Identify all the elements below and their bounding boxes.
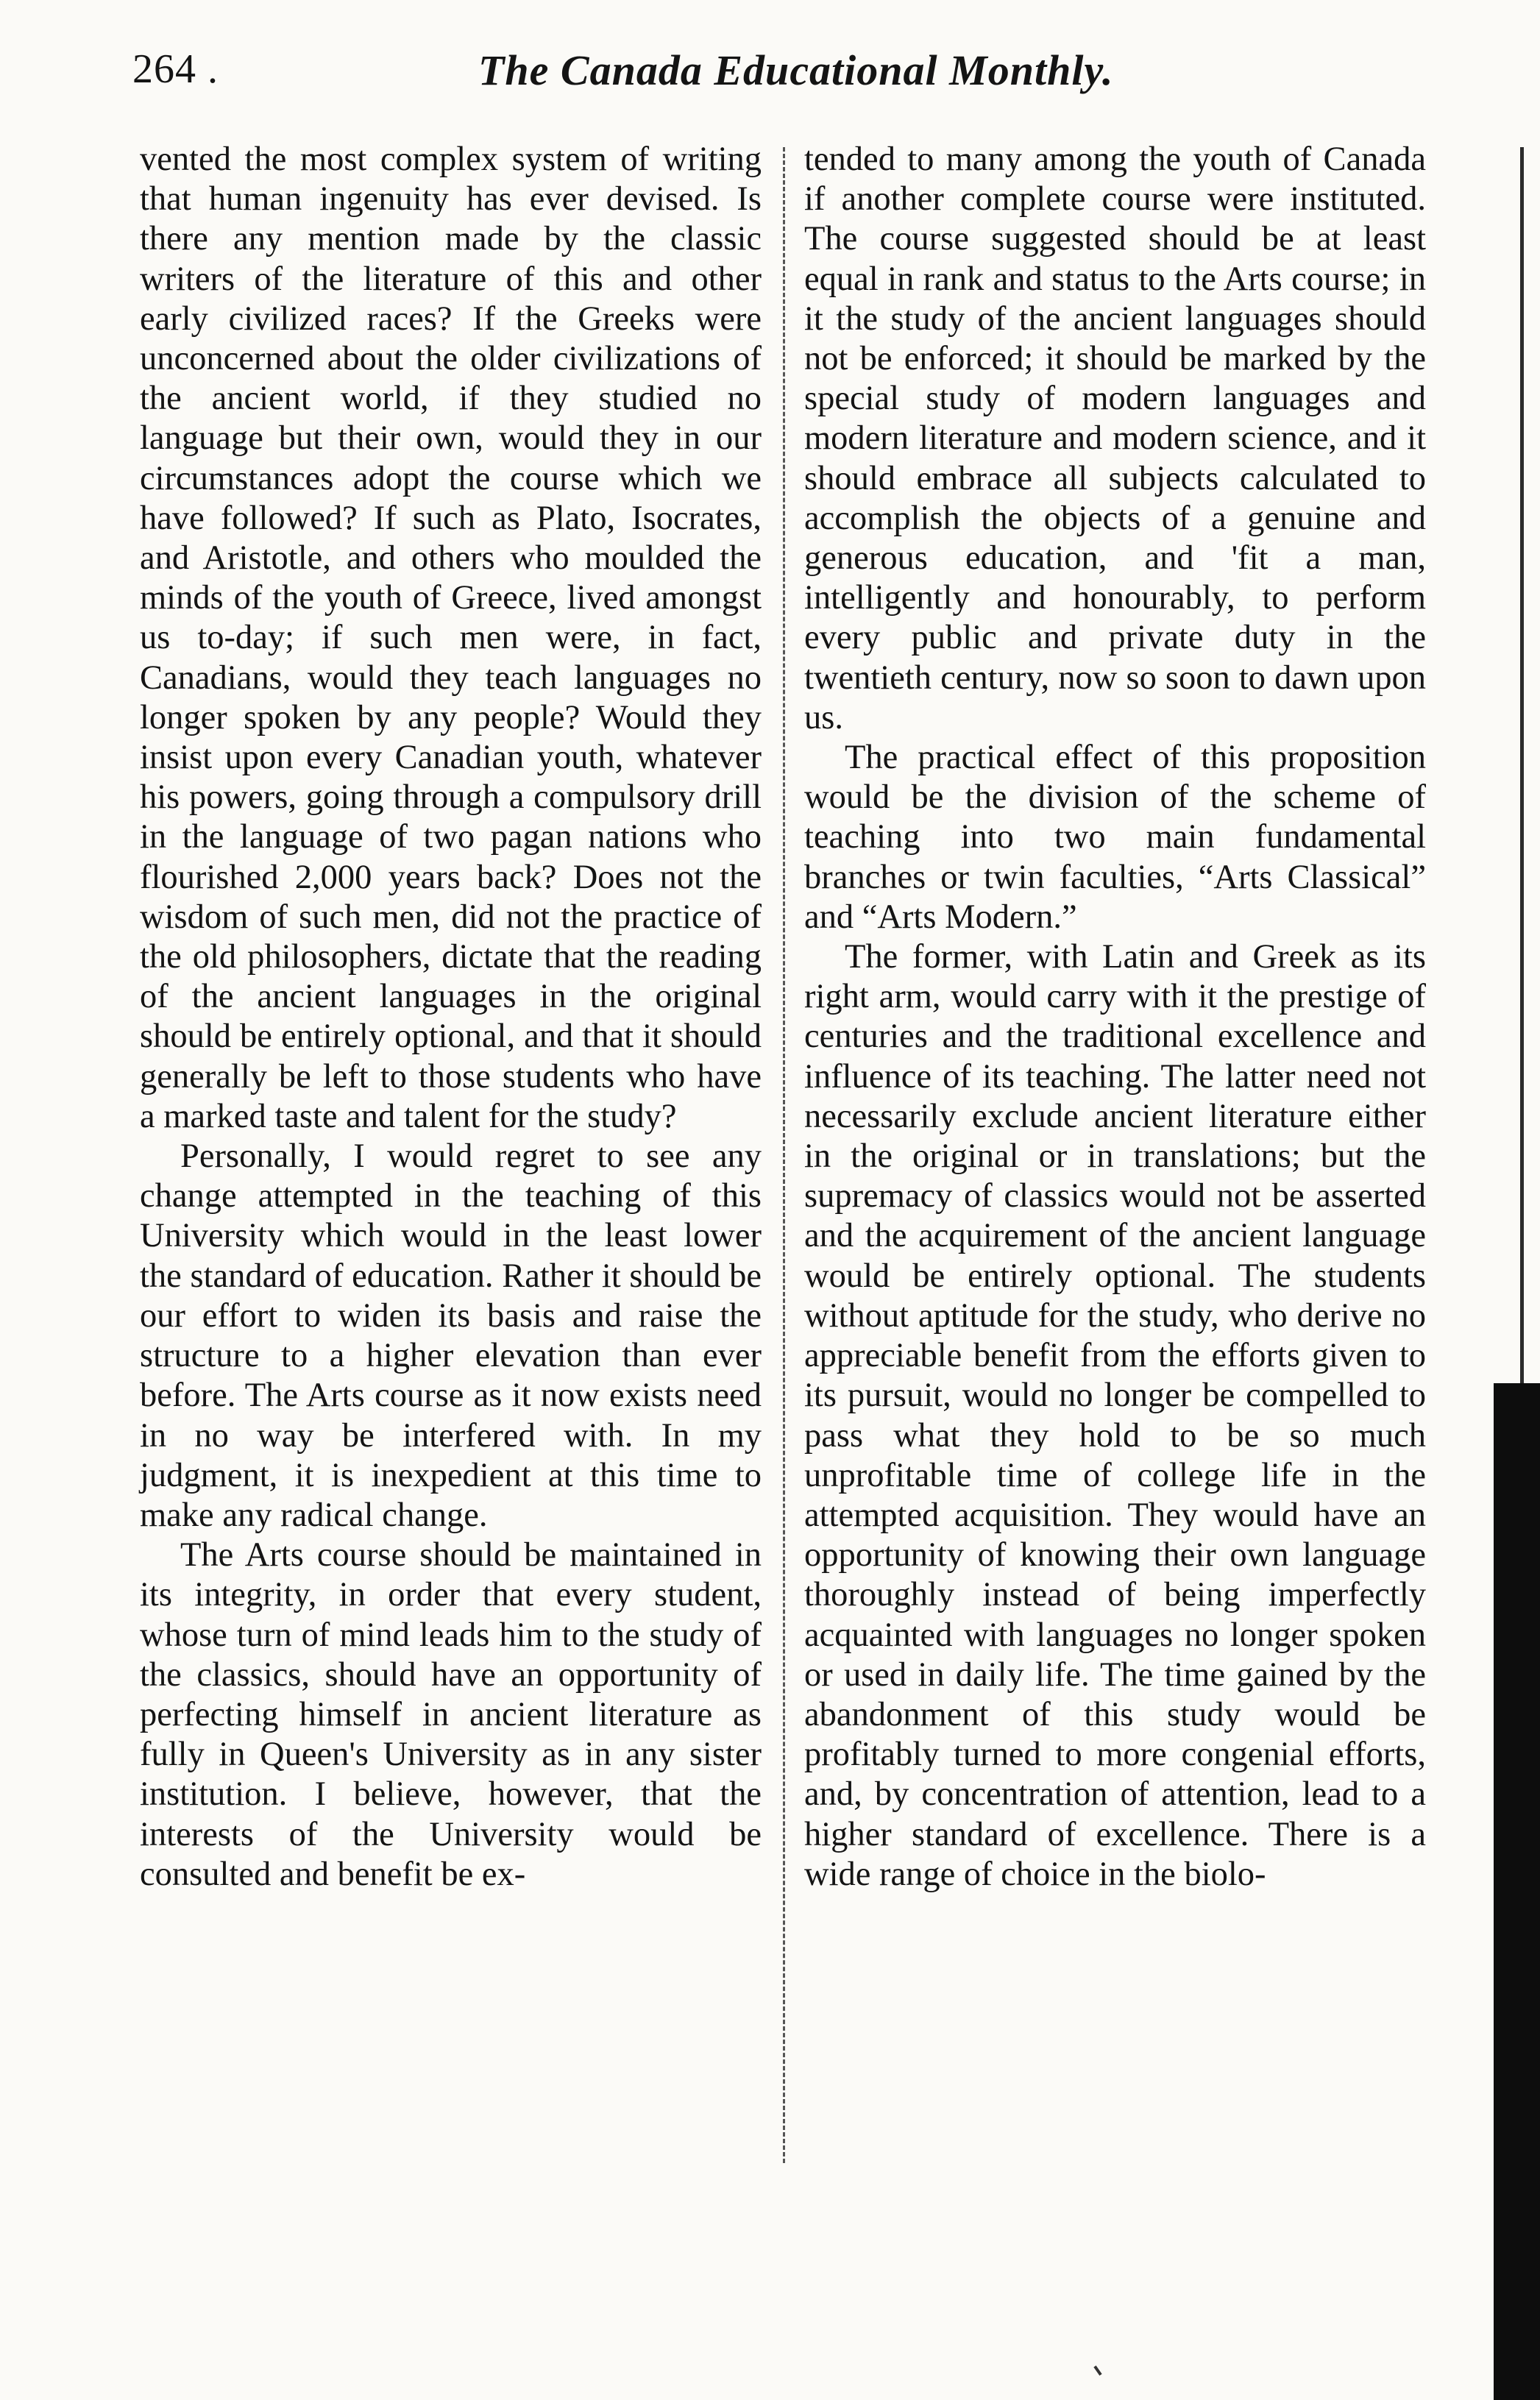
page-number: 264 . — [132, 46, 219, 92]
left-paragraph-3: The Arts course should be maintained in its integrity, in order that every student, whose turn of mind leads him to the study of the classics, should have an opportunity of perfecting himself in ancient literature as fully in Queen's University as in any sister institution. I believe, however, that the interests of the University would be consulted and benefit be ex- — [140, 1536, 762, 1893]
column-divider — [783, 147, 785, 2163]
running-header — [132, 46, 1413, 112]
right-paragraph-2: The practical effect of this proposition would be the division of the scheme of teaching into two main fundamental branches or twin faculties, “Arts Classical” and “Arts Modern.” — [804, 739, 1426, 936]
left-paragraph-2: Personally, I would regret to see any change attempted in the teaching of this University which would in the least lower the standard of education. Rather it should be our effort to widen its basis and raise the structure to a higher elevation than ever before. The Arts course as it now exists need in no way be interfered with. In my judgment, it is inexpedient at this time to make any radical change. — [140, 1137, 762, 1534]
left-column — [140, 140, 762, 1895]
scan-edge-shadow — [1494, 1383, 1540, 2400]
right-paragraph-1: tended to many among the youth of Canada if another complete course were instituted. The course suggested should be at least equal in rank and status to the Arts course; in it the study of the ancient languages should not be enforced; it should be marked by the special study of modern languages and modern literature and modern science, and it should embrace all subjects calculated to accomplish the objects of a genuine and generous education, and 'fit a man, intelligently and honourably, to perform every public and private duty in the twentieth century, now so soon to dawn upon us. — [804, 141, 1426, 736]
right-column — [804, 140, 1426, 1895]
left-paragraph-1: vented the most complex system of writing that human ingenuity has ever devised. Is there any mention made by the classic writers of the literature of this and other early civilized races? If the Greeks were unconcerned about the older civilizations of the ancient world, if they studied no language but their own, would they in our circumstances adopt the course which we have followed? If such as Plato, Isocrates, and Aristotle, and others who moulded the minds of the youth of Greece, lived amongst us to-day; if such men were, in fact, Canadians, would they teach languages no longer spoken by any people? Would they insist upon every Canadian youth, whatever his powers, going through a compulsory drill in the language of two pagan nations who flourished 2,000 years back? Does not the wisdom of such men, did not the practice of the old philosophers, dictate that the reading of the ancient languages in the original should be entirely optional, and that it should generally be left to those students who have a marked taste and talent for the study? — [140, 141, 762, 1135]
scan-speck — [1093, 2365, 1101, 2376]
journal-title: The Canada Educational Monthly. — [478, 46, 1114, 94]
right-paragraph-3: The former, with Latin and Greek as its right arm, would carry with it the prestige of centuries and the traditional excellence and influence of its teaching. The latter need not necessarily exclude ancient literature either in the original or in translations; but the supremacy of classics would not be asserted and the acquirement of the ancient language would be entirely optional. The students without aptitude for the study, who derive no appreciable benefit from the efforts given to its pursuit, would no longer be compelled to pass what they hold to be so much unprofitable time of college life in the attempted acquisition. They would have an opportunity of knowing their own language thoroughly instead of being imperfectly acquainted with languages no longer spoken or used in daily life. The time gained by the abandonment of this study would be profitably turned to more congenial efforts, and, by concentration of attention, lead to a higher standard of excellence. There is a wide range of choice in the biolo- — [804, 938, 1426, 1893]
scan-edge-line — [1520, 147, 1524, 1383]
